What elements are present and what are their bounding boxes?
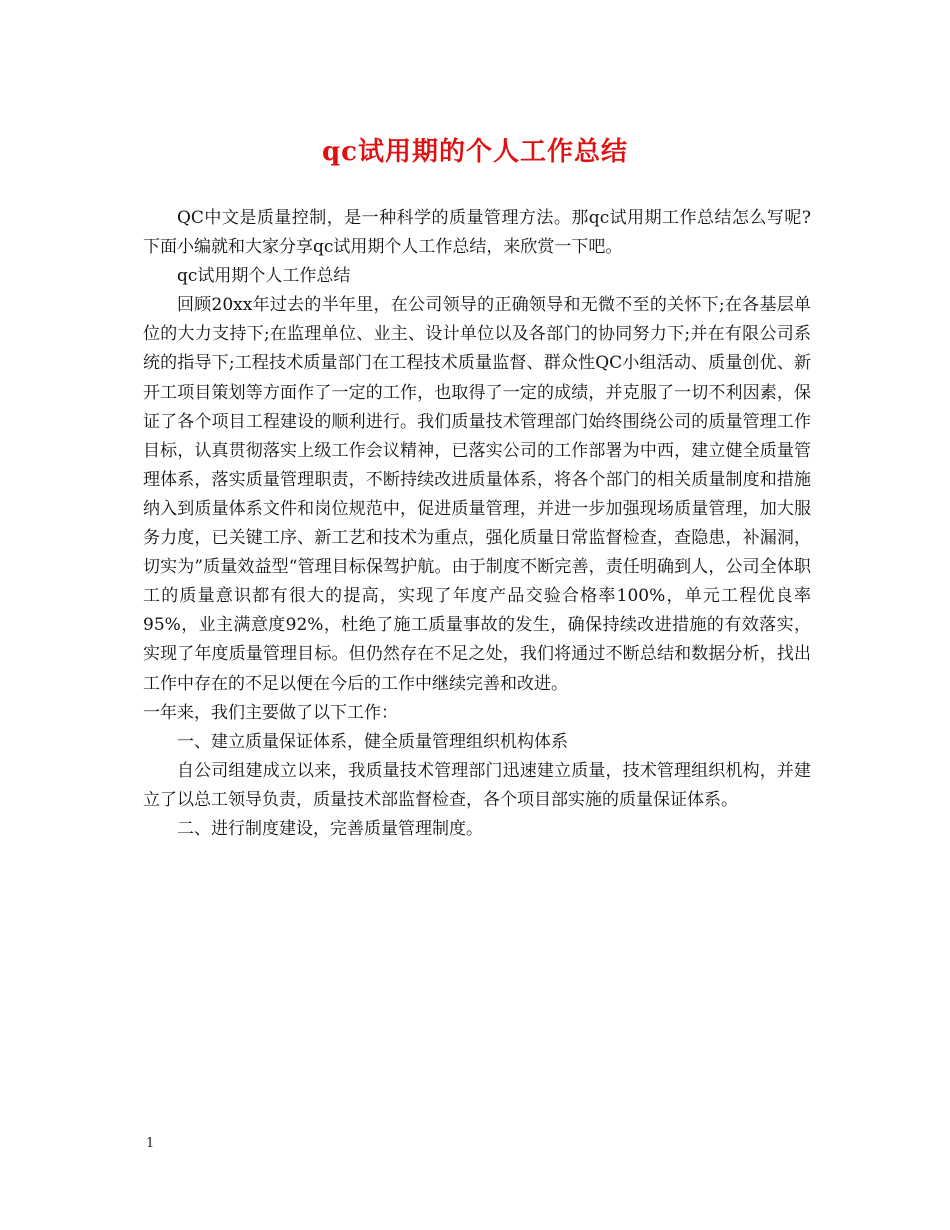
paragraph-section-one: 自公司组建成立以来，我质量技术管理部门迅速建立质量，技术管理组织机构，并建立了以总工领导负责，质量技术部监督检查，各个项目部实施的质量保证体系。 (143, 760, 811, 810)
section-heading-one: 一、建立质量保证体系，健全质量管理组织机构体系 (177, 731, 568, 752)
paragraph-intro: QC中文是质量控制，是一种科学的质量管理方法。那qc试用期工作总结怎么写呢?下面小编就和大家分享qc试用期个人工作总结，来欣赏一下吧。 (143, 208, 811, 258)
paragraph-subtitle: qc试用期个人工作总结 (177, 266, 351, 287)
paragraph-review: 回顾20xx年过去的半年里，在公司领导的正确领导和无微不至的关怀下;在各基层单位的大力支持下;在监理单位、业主、设计单位以及各部门的协同努力下;并在有限公司系统的指导下;工程技术质量部门在工程技术质量监督、群众性QC小组活动、质量创优、新开工项目策划等方面作了一定的工作，也取得了一定的成绩，并克服了一切不利因素，保证了各个项目工程建设的顺利进行。我们质量技术管理部门始终围绕公司的质量管理工作目标，认真贯彻落实上级工作会议精神，已落实公司的工作部署为中西，建立健全质量管理体系，落实质量管理职责，不断持续改进质量体系，将各个部门的相关质量制度和措施纳入到质量体系文件和岗位规范中，促进质量管理，并进一步加强现场质量管理，加大服务力度，已关键工序、新工艺和技术为重点，强化质量日常监督检查，查隐患，补漏洞，切实为”质量效益型“管理目标保驾护航。由于制度不断完善，责任明确到人，公司全体职工的质量意识都有很大的提高，实现了年度产品交验合格率100%，单元工程优良率95%，业主满意度92%，杜绝了施工质量事故的发生，确保持续改进措施的有效落实，实现了年度质量管理目标。但仍然存在不足之处，我们将通过不断总结和数据分析，找出工作中存在的不足以便在今后的工作中继续完善和改进。 (143, 295, 811, 694)
paragraph-work-intro: 一年来，我们主要做了以下工作： (143, 702, 398, 723)
document-title: qc试用期的个人工作总结 (321, 137, 628, 167)
document-body (143, 204, 811, 844)
page-number: 1 (146, 1136, 155, 1151)
section-heading-two: 二、进行制度建设，完善质量管理制度。 (177, 818, 483, 839)
